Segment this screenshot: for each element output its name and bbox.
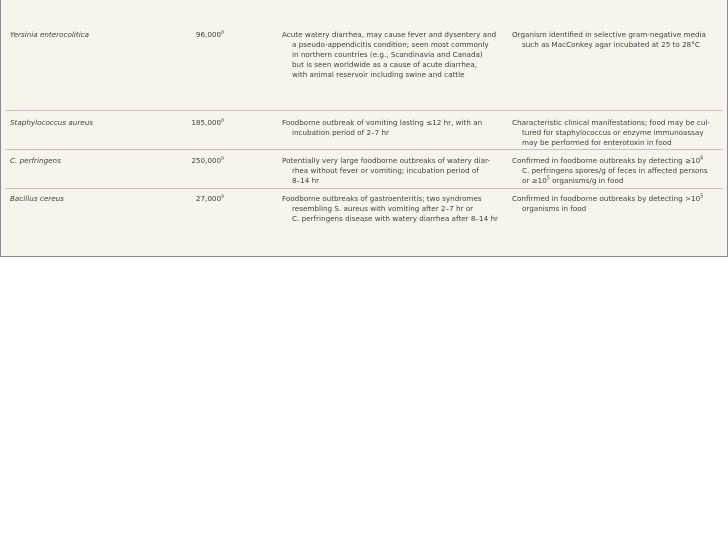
clinical-cell <box>282 118 510 138</box>
clinical-cell <box>282 156 510 186</box>
clinical-line: Foodborne outbreak of vomiting lasting ≤12 hr, with an <box>282 118 483 127</box>
cases-cell <box>161 30 224 40</box>
diagnosis-line: Organism identified in selective gram-negative media <box>512 30 706 39</box>
clinical-line: incubation period of 2–7 hr <box>292 128 390 137</box>
footnote-marker: a <box>221 156 224 162</box>
exponent: 5 <box>700 194 704 200</box>
diagnosis-line: Characteristic clinical manifestations; food may be cul- <box>512 118 710 127</box>
diagnosis-text: Confirmed in foodborne outbreaks by detecting >10 <box>512 194 701 203</box>
table-row <box>1 194 727 228</box>
diagnosis-text: C. perfringens spores/g of feces in affected persons <box>522 166 708 175</box>
clinical-cell <box>282 194 510 224</box>
footnote-marker: a <box>221 118 224 124</box>
row-divider <box>5 110 723 111</box>
diagnosis-line: may be performed for enterotoxin in food <box>522 138 672 147</box>
clinical-cell <box>282 30 510 80</box>
diagnosis-line: such as MacConkey agar incubated at 25 to 28°C <box>522 40 700 49</box>
cases-cell <box>161 194 224 204</box>
table-row <box>1 30 727 94</box>
diagnosis-cell <box>512 156 722 186</box>
cases-value: 96,000 <box>195 30 222 39</box>
table-frame <box>0 0 728 257</box>
diagnosis-text: organisms/g in food <box>552 176 624 185</box>
exponent: 6 <box>700 156 704 162</box>
clinical-line: resembling S. aureus with vomiting after 2–7 hr or <box>292 204 474 213</box>
clinical-line: a pseudo-appendicitis condition; seen most commonly <box>292 40 489 49</box>
cases-value: 27,000 <box>195 194 222 203</box>
row-divider <box>5 149 723 150</box>
diagnosis-line <box>512 194 722 204</box>
row-divider <box>5 188 723 189</box>
footnote-marker: a <box>221 30 224 36</box>
organism-cell: C. perfringens <box>10 156 61 165</box>
clinical-line: rhea without fever or vomiting; incubation period of <box>292 166 479 175</box>
clinical-line: Acute watery diarrhea, may cause fever and dysentery and <box>282 30 497 39</box>
clinical-line: with animal reservoir including swine and cattle <box>292 70 465 79</box>
footnote-marker: a <box>221 194 224 200</box>
clinical-line: but is seen worldwide as a cause of acute diarrhea, <box>292 60 478 69</box>
diagnosis-line <box>512 176 722 186</box>
cases-cell <box>161 156 224 166</box>
cases-value: 185,000 <box>191 118 222 127</box>
clinical-line: Foodborne outbreaks of gastroenteritis; two syndromes <box>282 194 482 203</box>
cases-cell <box>161 118 224 128</box>
diagnosis-cell <box>512 118 722 148</box>
diagnosis-cell <box>512 30 722 50</box>
exponent: 5 <box>546 176 550 182</box>
diagnosis-text: Confirmed in foodborne outbreaks by detecting ≥10 <box>512 156 701 165</box>
diagnosis-text: or ≥10 <box>522 176 547 185</box>
organism-cell: Bacillus cereus <box>10 194 64 203</box>
diagnosis-line: organisms in food <box>522 204 587 213</box>
table-row <box>1 156 727 190</box>
table-row <box>1 118 727 152</box>
clinical-line: 8–14 hr <box>292 176 320 185</box>
diagnosis-line <box>512 166 722 176</box>
clinical-line: Potentially very large foodborne outbreaks of watery diar- <box>282 156 491 165</box>
organism-cell: Staphylococcus aureus <box>10 118 94 127</box>
cases-value: 250,000 <box>191 156 222 165</box>
diagnosis-line: tured for staphylococcus or enzyme immunoassay <box>522 128 704 137</box>
clinical-line: in northern countries (e.g., Scandinavia and Canada) <box>292 50 483 59</box>
organism-cell: Yersinia enterocolitica <box>10 30 90 39</box>
diagnosis-line <box>512 156 722 166</box>
clinical-line: C. perfringens disease with watery diarrhea after 8–14 hr <box>292 214 498 223</box>
diagnosis-cell <box>512 194 722 214</box>
